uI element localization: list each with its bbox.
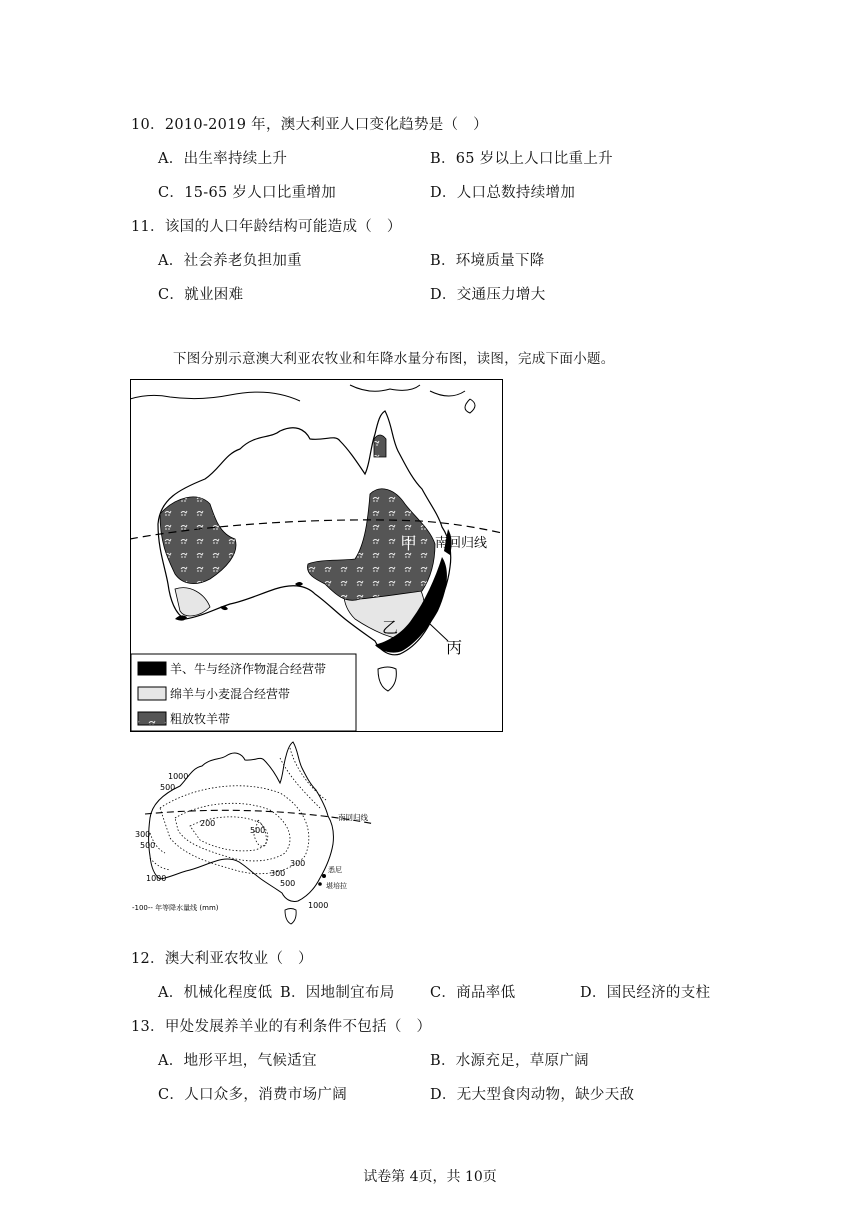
agriculture-map xyxy=(130,379,503,732)
isohyet-label: 300 xyxy=(290,859,306,868)
q11-option-d[interactable]: D．交通压力增大 xyxy=(430,287,546,303)
australia-outline-small xyxy=(149,742,334,902)
isohyet-label: 500 xyxy=(250,826,266,835)
tropic-label: 南回归线 xyxy=(435,536,488,551)
city-label-canberra: 堪培拉 xyxy=(326,882,347,890)
isohyet-label: 300 xyxy=(135,830,151,839)
label-jia: 甲 xyxy=(400,534,417,554)
legend-label-sheep-wheat: 绵羊与小麦混合经营带 xyxy=(170,687,291,701)
question-12-stem: 12．澳大利亚农牧业（ ） xyxy=(131,951,313,967)
isohyet-label: 500 xyxy=(280,879,296,888)
tropic-label-small: 南回归线 xyxy=(338,813,368,822)
label-yi: 乙 xyxy=(382,618,399,637)
q10-option-d[interactable]: D．人口总数持续增加 xyxy=(430,185,576,201)
precipitation-map xyxy=(130,738,380,933)
question-10-stem: 10．2010-2019 年，澳大利亚人口变化趋势是（ ） xyxy=(131,117,488,133)
isohyet-label: 1000 xyxy=(146,874,167,883)
q11-option-a[interactable]: A．社会养老负担加重 xyxy=(158,253,302,269)
q10-option-a[interactable]: A．出生率持续上升 xyxy=(158,151,288,167)
isohyet-label: 1000 xyxy=(308,901,329,910)
legend-label-mixed: 羊、牛与经济作物混合经营带 xyxy=(170,662,327,676)
city-label-sydney: 悉尼 xyxy=(328,866,342,874)
canberra-marker xyxy=(318,882,322,886)
q11-option-c[interactable]: C．就业困难 xyxy=(158,287,244,303)
legend-label-grazing: 粗放牧羊带 xyxy=(170,712,231,726)
figure-intro-text: 下图分别示意澳大利亚农牧业和年降水量分布图，读图，完成下面小题。 xyxy=(173,351,615,367)
q12-option-a[interactable]: A．机械化程度低 xyxy=(158,985,273,1001)
isohyet-label: 1000 xyxy=(168,772,189,781)
isohyet-label: 500 xyxy=(160,783,176,792)
q13-option-a[interactable]: A．地形平坦，气候适宜 xyxy=(158,1053,317,1069)
question-11-stem: 11．该国的人口年龄结构可能造成（ ） xyxy=(131,219,402,235)
precip-legend: -100-- 年等降水量线 (mm) xyxy=(132,904,219,912)
label-bing: 丙 xyxy=(446,638,463,657)
q12-option-c[interactable]: C．商品率低 xyxy=(430,985,516,1001)
legend-swatch-mixed xyxy=(138,662,166,675)
isohyet-label: 200 xyxy=(200,819,216,828)
q10-option-b[interactable]: B．65 岁以上人口比重上升 xyxy=(430,151,613,167)
q13-option-d[interactable]: D．无大型食肉动物，缺少天敌 xyxy=(430,1087,635,1103)
sydney-marker xyxy=(322,874,326,878)
q13-option-c[interactable]: C．人口众多，消费市场广阔 xyxy=(158,1087,347,1103)
legend-swatch-sheep-wheat xyxy=(138,687,166,700)
q11-option-b[interactable]: B．环境质量下降 xyxy=(430,253,545,269)
q12-option-d[interactable]: D．国民经济的支柱 xyxy=(580,985,711,1001)
isohyet-label: 500 xyxy=(140,841,156,850)
legend-swatch-grazing xyxy=(138,712,166,725)
isohyet-label: 300 xyxy=(270,869,286,878)
question-13-stem: 13．甲处发展养羊业的有利条件不包括（ ） xyxy=(131,1019,432,1035)
q12-option-b[interactable]: B．因地制宜布局 xyxy=(280,985,395,1001)
page-footer: 试卷第 4页，共 10页 xyxy=(363,1169,497,1185)
q13-option-b[interactable]: B．水源充足，草原广阔 xyxy=(430,1053,589,1069)
grazing-belt-north xyxy=(374,435,386,457)
q10-option-c[interactable]: C．15-65 岁人口比重增加 xyxy=(158,185,337,201)
